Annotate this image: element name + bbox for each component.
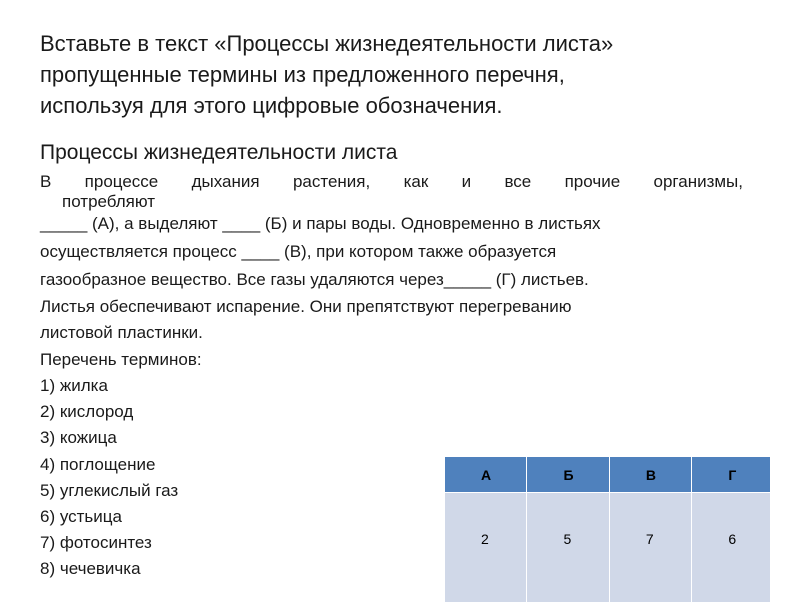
term-item: 2) кислород [40,402,134,421]
header-cell-a: А [445,457,527,493]
term-item: 6) устьица [40,507,122,526]
task-instruction [40,28,770,121]
text-line: Листья обеспечивают испарение. Они препятствуют перегреванию [40,297,572,316]
term-item: 5) углекислый газ [40,481,179,500]
answer-table-header-row [445,457,771,493]
task-line-1: Вставьте в текст «Процессы жизнедеятельности листа» [40,31,614,56]
value-cell-a: 2 [445,493,527,603]
task-line-3: используя для этого цифровые обозначения. [40,93,503,118]
text-line: _____ (А), а выделяют ____ (Б) и пары воды. Одновременно в листьях [40,214,601,233]
answer-table-value-row [445,493,771,603]
terms-heading: Перечень терминов: [40,350,202,369]
paragraph-first-line: В процессе дыхания растения, как и все прочие организмы, [40,172,743,191]
text-subtitle: Процессы жизнедеятельности листа [40,141,398,164]
term-item: 8) чечевичка [40,559,141,578]
paragraph-first-line-cont: потребляют [62,192,156,211]
term-item: 3) кожица [40,428,117,447]
header-cell-v: В [609,457,691,493]
answer-table [444,456,771,603]
text-line: осуществляется процесс ____ (В), при котором также образуется [40,242,557,261]
text-line: листовой пластинки. [40,323,203,342]
value-cell-b: 5 [527,493,609,603]
header-cell-b: Б [527,457,609,493]
term-item: 7) фотосинтез [40,533,152,552]
text-line: газообразное вещество. Все газы удаляются через_____ (Г) листьев. [40,270,589,289]
term-item: 4) поглощение [40,455,156,474]
value-cell-v: 7 [609,493,691,603]
header-cell-g: Г [692,457,771,493]
value-cell-g: 6 [692,493,771,603]
term-item: 1) жилка [40,376,108,395]
task-line-2: пропущенные термины из предложенного перечня, [40,62,565,87]
